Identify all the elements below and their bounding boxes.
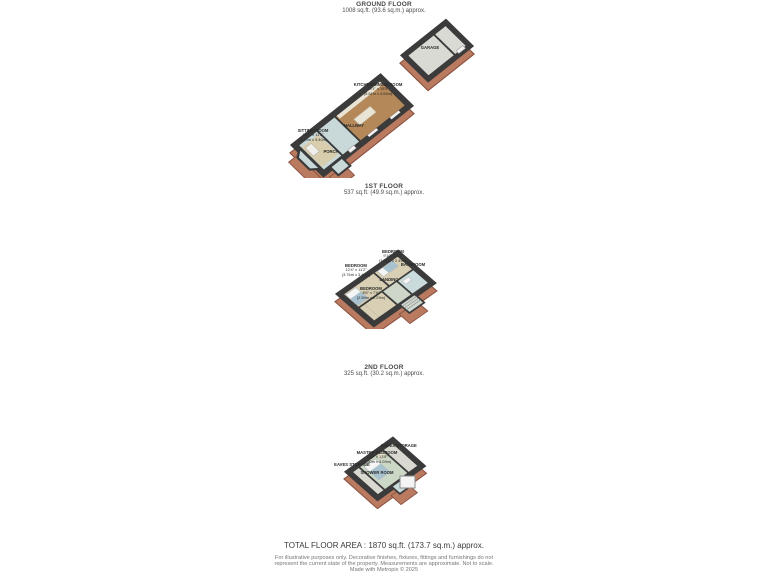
disclaimer-line-3: Made with Metropix © 2025 xyxy=(349,567,419,573)
disclaimer-line-2: represent the current state of the property. Measurements are approximate. Not to scale. xyxy=(274,561,494,567)
room-label-bedroom-bottom: BEDROOM 8'6" x 7'6" (2.59m x 2.29m) xyxy=(356,286,386,300)
ground-floor-title: GROUND FLOOR xyxy=(356,1,412,8)
second-floor-title: 2ND FLOOR xyxy=(364,364,404,371)
disclaimer-line-1: For illustrative purposes only. Decorative finishes, fixtures, fittings and furnishings do not xyxy=(274,555,494,561)
total-floor-area: TOTAL FLOOR AREA : 1870 sq.ft. (173.7 sq.m.) approx. xyxy=(284,541,484,550)
dormer-window xyxy=(400,476,415,488)
room-label-eaves-left: EAVES STORAGE xyxy=(334,462,370,467)
room-label-eaves-right: EAVES STORAGE xyxy=(381,443,417,448)
room-label-porch: PORCH xyxy=(323,149,339,154)
room-label-bathroom: BATHROOM xyxy=(400,262,426,267)
room-label-kitchen-dining: KITCHEN/DINING ROOM 19'1" x 15'5" (5.81m x 4.69m) xyxy=(353,82,403,96)
room-label-bedroom-left: BEDROOM 12'4" x 11'2" (3.76m x 3.40m) xyxy=(341,263,371,277)
room-label-garage: GARAGE xyxy=(420,45,440,50)
room-label-master-bedroom: MASTER BEDROOM 14'9" x 13'5" (4.50m x 4.09m) xyxy=(356,450,398,464)
room-label-hallway: HALLWAY xyxy=(343,123,365,128)
ground-floor-area: 1008 sq.ft. (93.6 sq.m.) approx. xyxy=(342,8,426,14)
room-label-landing: LANDING xyxy=(379,277,399,282)
first-floor-area: 537 sq.ft. (49.9 sq.m.) approx. xyxy=(343,190,425,196)
room-label-shower-room: SHOWER ROOM xyxy=(360,470,394,475)
first-floor-title: 1ST FLOOR xyxy=(364,183,404,190)
second-floor-area: 325 sq.ft. (30.2 sq.m.) approx. xyxy=(343,371,425,377)
room-label-bedroom-top: BEDROOM 9'10" x 8'2" (3.00m x 2.49m) xyxy=(378,249,408,263)
room-label-sitting-room: SITTING ROOM 12'2" x 11'2" (3.70m x 3.40m) xyxy=(297,128,329,142)
